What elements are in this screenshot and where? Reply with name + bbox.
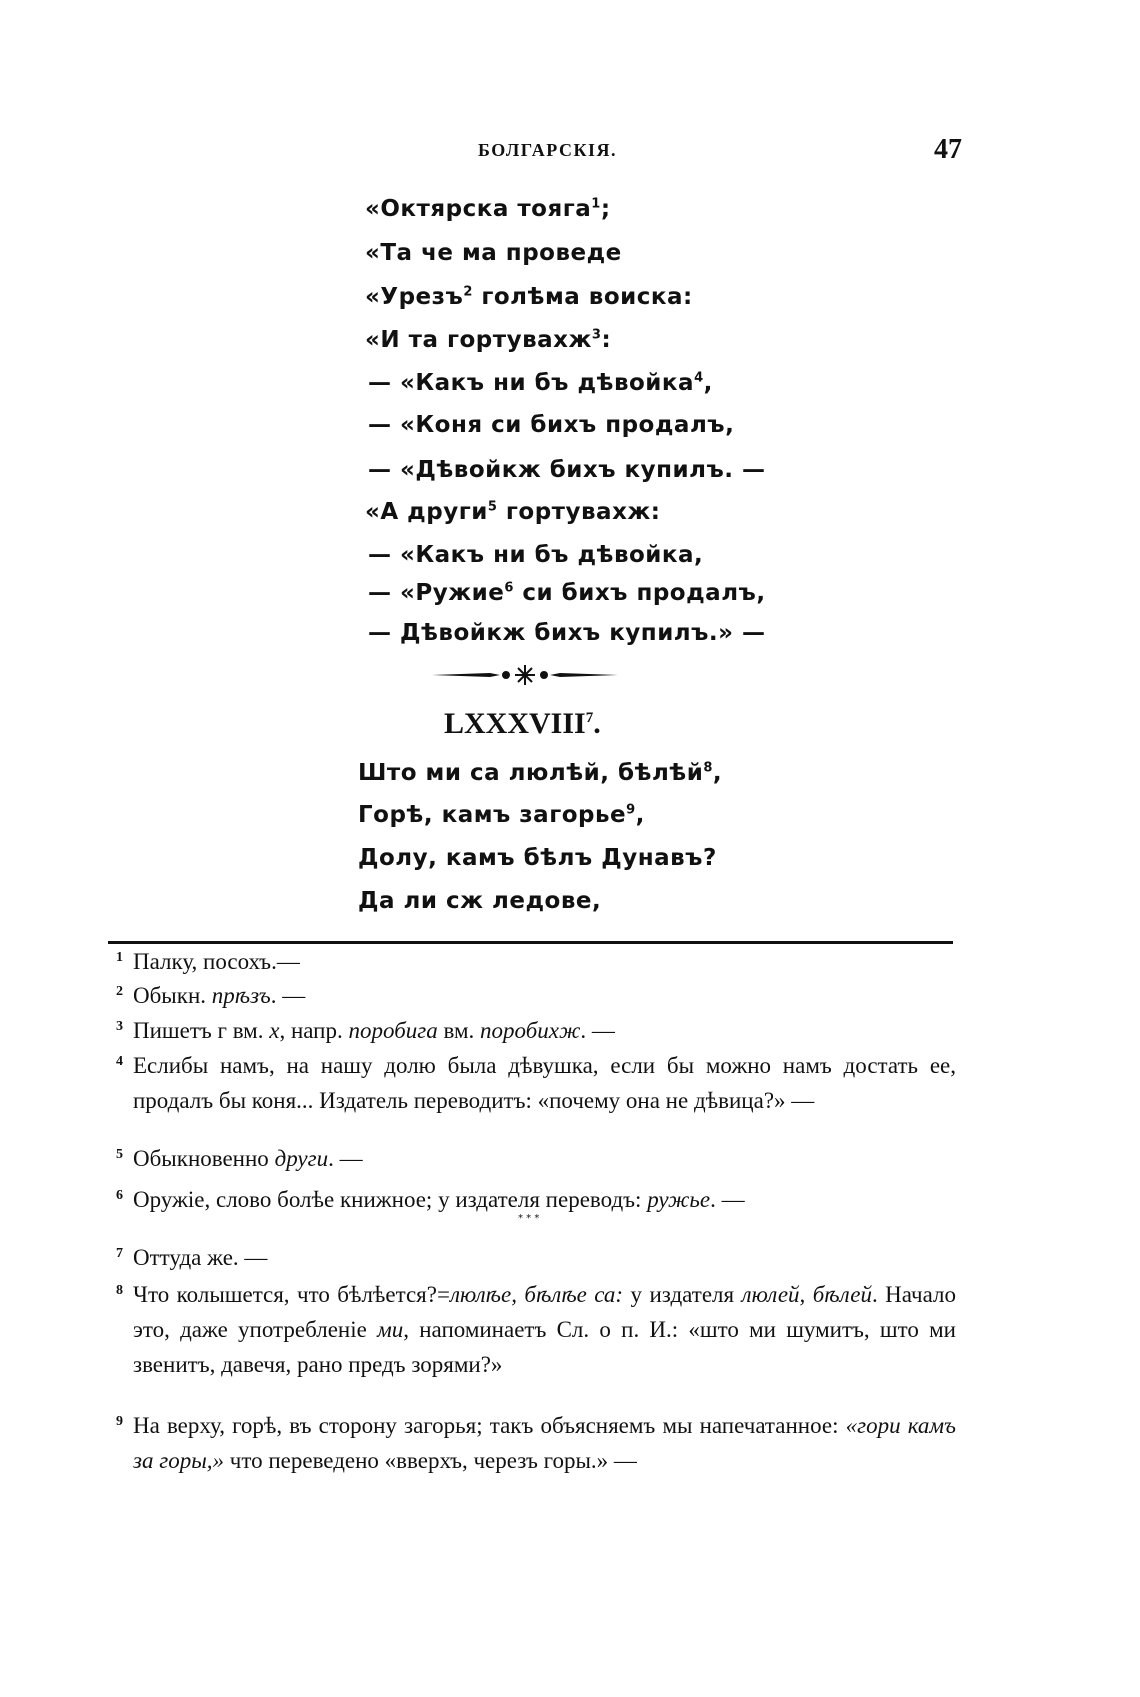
footnote-mark: 8 (116, 1283, 123, 1298)
footnote (116, 1013, 956, 1048)
footnote (116, 978, 956, 1013)
verse-line: Да ли сж ледове, (358, 888, 602, 914)
section-separator-stars: * * * (518, 1213, 540, 1224)
footnote-text: Оружіе, слово болѣе книжное; у издателя переводъ: ружье. — (133, 1187, 745, 1212)
verse-line: — «Какъ ни бъ дѣвойка$^4$, (368, 370, 713, 396)
ornament-divider-icon (430, 664, 620, 686)
footnote (116, 1141, 956, 1176)
verse-line: — «Дѣвойкж бихъ купилъ. — (368, 457, 766, 483)
footnote-mark: 2 (116, 984, 123, 999)
footnote-mark: 7 (116, 1246, 123, 1261)
verse-line: «А други$^5$ гортувахж: (365, 499, 661, 525)
verse-line: «И та гортувахж$^3$: (365, 327, 612, 353)
footnote-text: Пишетъ г вм. x, напр. поробига вм. поробихж. — (133, 1018, 615, 1043)
running-header: БОЛГАРСКІЯ. (478, 140, 618, 160)
footnote (116, 1277, 956, 1382)
verse-line: Што ми са люлѣй, бѣлѣй$^8$, (358, 760, 723, 786)
footnote-text: Оттуда же. — (133, 1245, 268, 1270)
verse-line: Долу, камъ бѣлъ Дунавъ? (358, 845, 717, 871)
footnote-text: Обыкн. прѣзъ. — (133, 983, 306, 1008)
section-number: LXXXVIII$^7$. (444, 707, 601, 740)
verse-line: Горѣ, камъ загорье$^9$, (358, 802, 645, 828)
footnote (116, 1240, 956, 1275)
footnote-text: Обыкновенно други. — (133, 1146, 363, 1171)
footnote-mark: 6 (116, 1188, 123, 1203)
verse-line: — «Коня си бихъ продалъ, (368, 412, 735, 438)
page-number: 47 (934, 134, 962, 165)
footnote (116, 1048, 956, 1118)
footnote-mark: 4 (116, 1054, 123, 1069)
footnote-text: Что колышется, что бѣлѣется?=люлѣе, бѣлѣе са: у издателя люлей, бѣлей. Начало это, даже употребленіе ми, напоминаетъ Сл. о п. И.: «што ми шумитъ, што ми звенитъ, давечя, рано предъ зорями?» (133, 1282, 956, 1377)
verse-line: — «Ружие$^6$ си бихъ продалъ, (368, 580, 766, 606)
footnote-mark: 5 (116, 1147, 123, 1162)
footnote (116, 944, 956, 979)
footnote-mark: 9 (116, 1414, 123, 1429)
footnote-text: Палку, посохъ.— (133, 949, 300, 974)
footnote-mark: 1 (116, 950, 123, 965)
verse-line: — Дѣвойкж бихъ купилъ.» — (368, 620, 766, 646)
footnote-text: На верху, горѣ, въ сторону загорья; такъ объясняемъ мы напечатанное: «гори камъ за горы,» что переведено «вверхъ, черезъ горы.» — (133, 1413, 956, 1473)
footnote (116, 1182, 956, 1217)
verse-line: «Та че ма проведе (365, 240, 622, 266)
verse-line: «Урезъ$^2$ голѣма воиска: (365, 284, 693, 310)
footnote-text: Еслибы намъ, на нашу долю была дѣвушка, если бы можно намъ достать ее, продалъ бы коня... Издатель переводитъ: «почему она не дѣвица?» — (133, 1053, 956, 1113)
verse-line: «Октярска тояга$^1$; (365, 196, 611, 222)
verse-line: — «Какъ ни бъ дѣвойка, (368, 542, 704, 568)
footnote (116, 1408, 956, 1478)
footnote-mark: 3 (116, 1019, 123, 1034)
